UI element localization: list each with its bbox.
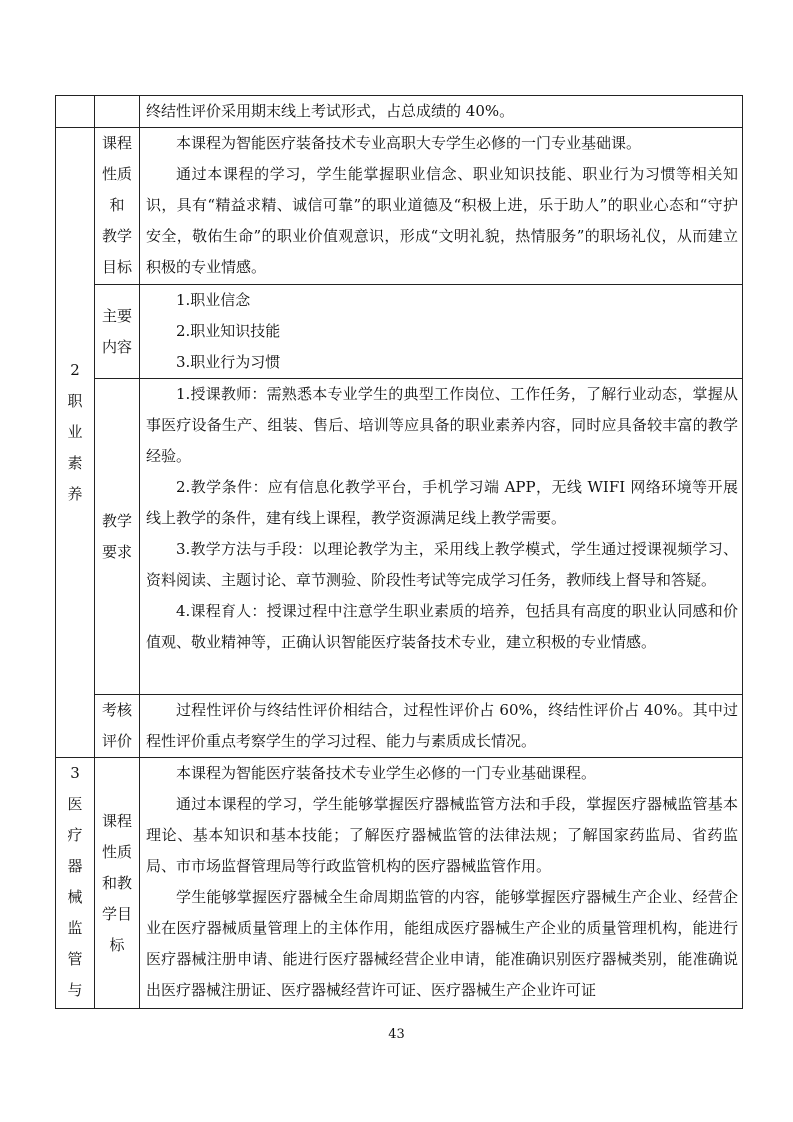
- paragraph: 4.课程育人：授课过程中注意学生职业素质的培养，包括具有高度的职业认同感和价值观、敬业精神等，正确认识智能医疗装备技术专业，建立积极的专业情感。: [146, 602, 738, 651]
- table-row: [56, 128, 743, 285]
- page-number: 43: [388, 1027, 405, 1042]
- paragraph: 2.教学条件：应有信息化教学平台，手机学习端 APP，无线 WIFI 网络环境等开展线上教学的条件，建有线上课程，教学资源满足线上教学需要。: [146, 478, 738, 527]
- table-row: [56, 758, 743, 1009]
- section-label: [56, 128, 95, 758]
- table-row: [56, 379, 743, 695]
- row-label: [95, 285, 140, 379]
- label-line: 课程: [101, 134, 132, 152]
- row-label: [95, 379, 140, 695]
- paragraph: 过程性评价与终结性评价相结合，过程性评价占 60%，终结性评价占 40%。其中过程性评价重点考察学生的学习过程、能力与素质成长情况。: [146, 701, 738, 750]
- section-label: [56, 758, 95, 1009]
- label-line: 与: [67, 981, 83, 999]
- label-line: 教学: [101, 227, 132, 245]
- label-line: 械: [67, 888, 83, 906]
- label-line: 和教: [101, 873, 132, 892]
- label-line: 监: [67, 919, 83, 937]
- label-line: 和: [109, 196, 125, 214]
- paragraph: 学生能够掌握医疗器械全生命周期监管的内容，能够掌握医疗器械生产企业、经营企业在医疗器械质量管理上的主体作用，能组成医疗器械生产企业的质量管理机构，能进行医疗器械注册申请、能进行医疗器械经营企业申请，能准确识别医疗器械类别，能准确说出医疗器械注册证、医疗器械经营许可证、医疗器械生产企业许可证: [146, 888, 738, 999]
- row-content: [140, 758, 743, 1009]
- table-row: [56, 285, 743, 379]
- label-line: 养: [67, 485, 83, 503]
- table-row: [56, 695, 743, 758]
- curriculum-table: [55, 95, 743, 1009]
- label-line: 考核: [101, 701, 132, 719]
- label-line: 2: [70, 361, 80, 379]
- paragraph: 3.教学方法与手段：以理论教学为主，采用线上教学模式，学生通过授课视频学习、资料阅读、主题讨论、章节测验、阶段性考试等完成学习任务，教师线上督导和答疑。: [146, 540, 738, 589]
- assessment-text: 终结性评价采用期末线上考试形式，占总成绩的 40%。: [146, 102, 515, 120]
- table-row: [56, 96, 743, 128]
- label-line: 素: [67, 454, 83, 472]
- paragraph: 1.职业信念: [176, 291, 251, 309]
- label-line: 学目: [101, 904, 132, 923]
- row-content: [140, 379, 743, 695]
- label-line: 标: [109, 935, 125, 954]
- label-line: 医: [67, 795, 83, 813]
- label-line: 职: [67, 392, 83, 410]
- paragraph: 本课程为智能医疗装备技术专业高职大专学生必修的一门专业基础课。: [176, 134, 642, 152]
- label-line: 目标: [101, 258, 132, 276]
- label-line: 要求: [101, 542, 132, 561]
- label-line: 教学: [101, 511, 132, 530]
- label-line: 性质: [101, 165, 132, 183]
- label-line: 评价: [101, 732, 132, 750]
- label-line: 3: [70, 764, 80, 782]
- label-line: 主要: [101, 306, 132, 325]
- paragraph: 1.授课教师：需熟悉本专业学生的典型工作岗位、工作任务，了解行业动态，掌握从事医疗设备生产、组装、售后、培训等应具备的职业素养内容，同时应具备较丰富的教学经验。: [146, 385, 738, 465]
- row-content: [140, 128, 743, 285]
- row-content: [140, 285, 743, 379]
- label-line: 课程: [101, 811, 132, 830]
- row-label: [95, 758, 140, 1009]
- paragraph: 本课程为智能医疗装备技术专业学生必修的一门专业基础课程。: [176, 764, 597, 782]
- label-line: 业: [67, 423, 83, 441]
- label-line: 器: [67, 857, 83, 875]
- row-label: [95, 695, 140, 758]
- label-line: 性质: [101, 842, 132, 861]
- label-line: 疗: [67, 826, 83, 844]
- row-content: [140, 695, 743, 758]
- paragraph: 通过本课程的学习，学生能掌握职业信念、职业知识技能、职业行为习惯等相关知识，具有“精益求精、诚信可靠”的职业道德及“积极上进，乐于助人”的职业心态和“守护安全，敬佑生命”的职业价值观意识，形成“文明礼貌，热情服务”的职场礼仪，从而建立积极的专业情感。: [146, 165, 738, 276]
- row-label: [95, 128, 140, 285]
- paragraph: 3.职业行为习惯: [176, 353, 281, 371]
- label-line: 内容: [101, 337, 132, 356]
- label-line: 管: [67, 950, 83, 968]
- paragraph: 2.职业知识技能: [176, 322, 281, 340]
- paragraph: 通过本课程的学习，学生能够掌握医疗器械监管方法和手段，掌握医疗器械监管基本理论、基本知识和基本技能；了解医疗器械监管的法律法规；了解国家药监局、省药监局、市市场监督管理局等行政监管机构的医疗器械监管作用。: [146, 795, 738, 875]
